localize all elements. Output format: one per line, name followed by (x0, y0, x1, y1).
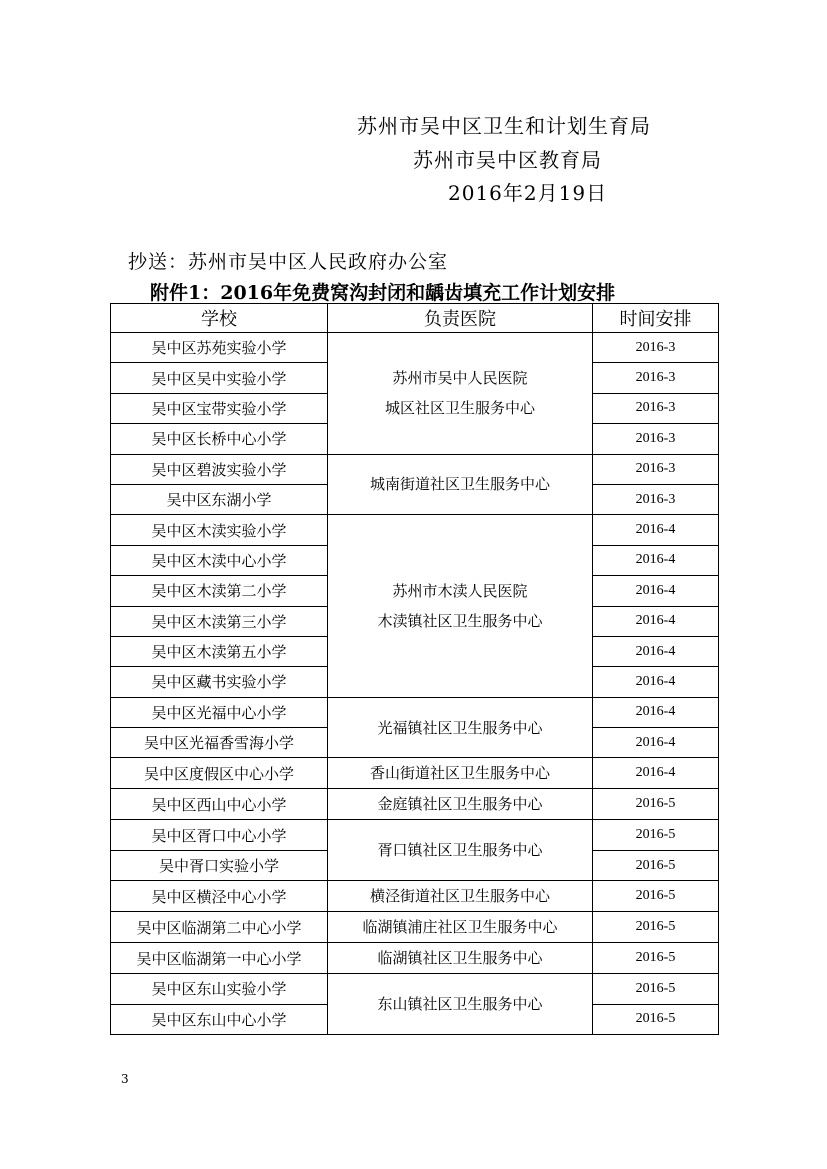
hospital-cell (328, 943, 593, 974)
school-cell: 吴中区木渎实验小学 (111, 515, 328, 545)
time-cell: 2016-3 (593, 333, 719, 363)
table-row (111, 820, 719, 850)
cc-line: 抄送：苏州市吴中区人民政府办公室 (128, 251, 449, 273)
table-row (111, 943, 719, 974)
issuer-health-bureau: 苏州市吴中区卫生和计划生育局 (357, 114, 651, 138)
table-row (111, 697, 719, 727)
school-cell: 吴中区木渎第二小学 (111, 576, 328, 606)
school-cell: 吴中区临湖第一中心小学 (111, 943, 328, 974)
hospital-name: 城区社区卫生服务中心 (384, 399, 535, 418)
hospital-name: 香山街道社区卫生服务中心 (369, 764, 550, 783)
hospital-name: 临湖镇社区卫生服务中心 (377, 949, 543, 968)
table-row (111, 912, 719, 943)
hospital-name: 金庭镇社区卫生服务中心 (377, 795, 543, 814)
school-cell: 吴中区西山中心小学 (111, 789, 328, 820)
table-row (111, 789, 719, 820)
table-row (111, 758, 719, 789)
hospital-name: 光福镇社区卫生服务中心 (377, 718, 543, 737)
table-row (111, 881, 719, 912)
table-row (111, 454, 719, 484)
school-cell: 吴中区长桥中心小学 (111, 424, 328, 454)
hospital-name: 临湖镇浦庄社区卫生服务中心 (362, 918, 558, 937)
issue-date: 2016年2月19日 (448, 181, 608, 205)
time-cell: 2016-4 (593, 606, 719, 636)
hospital-cell (328, 789, 593, 820)
time-cell: 2016-4 (593, 758, 719, 789)
hospital-cell (328, 820, 593, 881)
table-row (111, 974, 719, 1004)
time-cell: 2016-3 (593, 363, 719, 393)
time-cell: 2016-4 (593, 697, 719, 727)
school-cell: 吴中区光福香雪海小学 (111, 728, 328, 758)
time-cell: 2016-5 (593, 850, 719, 880)
school-cell: 吴中区木渎第五小学 (111, 636, 328, 666)
hospital-cell (328, 454, 593, 515)
time-cell: 2016-4 (593, 545, 719, 575)
school-cell: 吴中区苏苑实验小学 (111, 333, 328, 363)
hospital-name: 胥口镇社区卫生服务中心 (377, 841, 543, 860)
hospital-cell (328, 974, 593, 1035)
hospital-cell (328, 515, 593, 697)
time-cell: 2016-3 (593, 484, 719, 514)
hospital-name: 木渎镇社区卫生服务中心 (377, 612, 543, 631)
hospital-cell (328, 758, 593, 789)
hospital-cell (328, 881, 593, 912)
time-cell: 2016-5 (593, 1004, 719, 1034)
time-cell: 2016-3 (593, 424, 719, 454)
time-cell: 2016-5 (593, 789, 719, 820)
table-header-row (111, 304, 719, 333)
header-school: 学校 (111, 304, 328, 333)
school-cell: 吴中区木渎中心小学 (111, 545, 328, 575)
header-time: 时间安排 (593, 304, 719, 333)
school-cell: 吴中区木渎第三小学 (111, 606, 328, 636)
school-cell: 吴中区胥口中心小学 (111, 820, 328, 850)
school-cell: 吴中区临湖第二中心小学 (111, 912, 328, 943)
hospital-name: 苏州市木渎人民医院 (392, 582, 528, 601)
school-cell: 吴中区东山中心小学 (111, 1004, 328, 1034)
hospital-name: 东山镇社区卫生服务中心 (377, 995, 543, 1014)
school-cell: 吴中胥口实验小学 (111, 850, 328, 880)
time-cell: 2016-4 (593, 728, 719, 758)
time-cell: 2016-4 (593, 636, 719, 666)
hospital-cell (328, 697, 593, 758)
table-row (111, 333, 719, 363)
header-hospital: 负责医院 (328, 304, 593, 333)
hospital-cell (328, 912, 593, 943)
table-row (111, 515, 719, 545)
time-cell: 2016-3 (593, 454, 719, 484)
schedule-table-body (111, 333, 719, 1035)
school-cell: 吴中区东湖小学 (111, 484, 328, 514)
school-cell: 吴中区宝带实验小学 (111, 393, 328, 423)
time-cell: 2016-4 (593, 576, 719, 606)
page-number: 3 (121, 1072, 129, 1086)
issuer-education-bureau: 苏州市吴中区教育局 (413, 148, 602, 172)
time-cell: 2016-5 (593, 943, 719, 974)
school-cell: 吴中区东山实验小学 (111, 974, 328, 1004)
time-cell: 2016-5 (593, 912, 719, 943)
hospital-name: 苏州市吴中人民医院 (392, 369, 528, 388)
school-cell: 吴中区吴中实验小学 (111, 363, 328, 393)
school-cell: 吴中区光福中心小学 (111, 697, 328, 727)
time-cell: 2016-5 (593, 820, 719, 850)
school-cell: 吴中区度假区中心小学 (111, 758, 328, 789)
time-cell: 2016-4 (593, 667, 719, 697)
time-cell: 2016-4 (593, 515, 719, 545)
schedule-table (110, 303, 719, 1035)
hospital-cell (328, 333, 593, 455)
attachment-title: 附件1：2016年免费窝沟封闭和龋齿填充工作计划安排 (150, 282, 616, 304)
school-cell: 吴中区藏书实验小学 (111, 667, 328, 697)
school-cell: 吴中区碧波实验小学 (111, 454, 328, 484)
school-cell: 吴中区横泾中心小学 (111, 881, 328, 912)
time-cell: 2016-5 (593, 881, 719, 912)
time-cell: 2016-5 (593, 974, 719, 1004)
hospital-name: 城南街道社区卫生服务中心 (369, 475, 550, 494)
hospital-name: 横泾街道社区卫生服务中心 (369, 887, 550, 906)
time-cell: 2016-3 (593, 393, 719, 423)
